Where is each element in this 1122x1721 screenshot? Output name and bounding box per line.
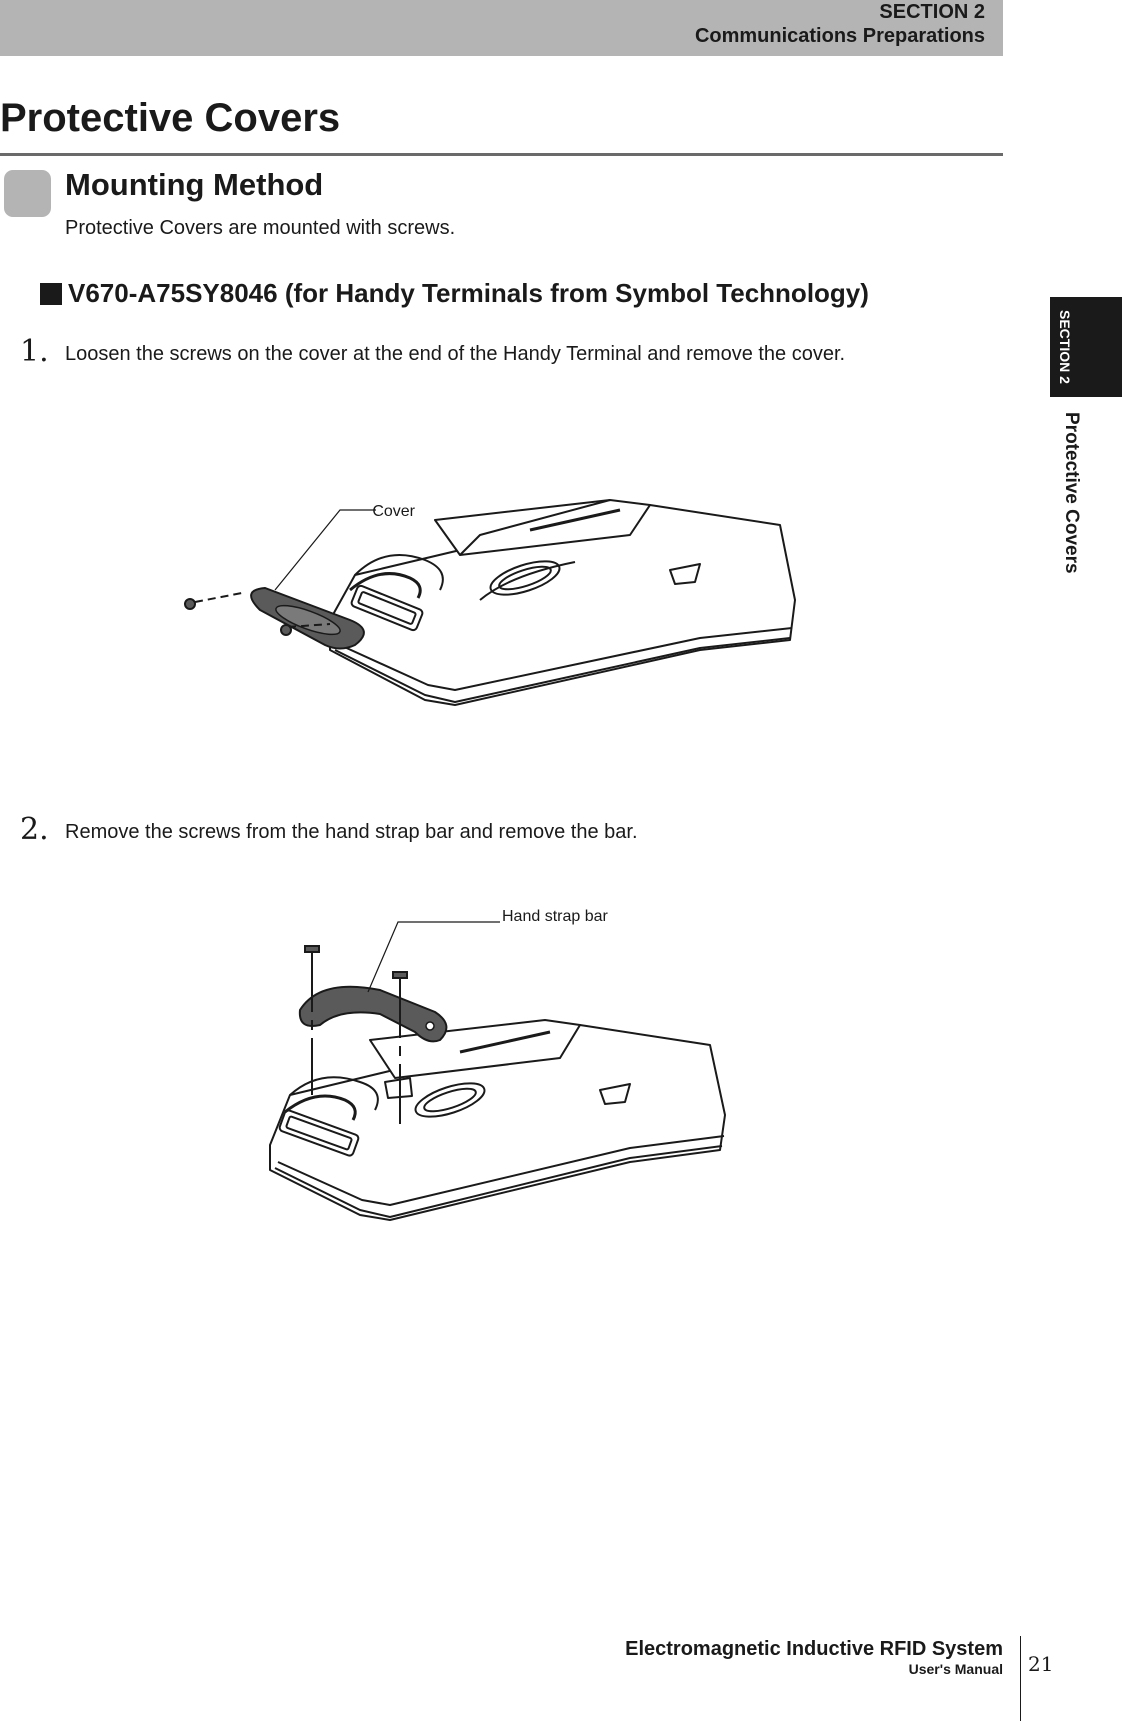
step-1-text: Loosen the screws on the cover at the end of the Handy Terminal and remove the cover. xyxy=(65,343,846,365)
footer-divider xyxy=(1020,1636,1021,1721)
strap-callout-label: Hand strap bar xyxy=(502,908,608,925)
side-tab-section-text: SECTION 2 xyxy=(1057,310,1073,384)
hand-strap-bar-part xyxy=(300,987,447,1042)
header-chapter: Communications Preparations xyxy=(694,25,985,47)
section-marker-icon xyxy=(4,170,51,217)
header-band xyxy=(0,0,1003,56)
side-tab-title-text: Protective Covers xyxy=(1061,412,1082,574)
model-heading-text: V670-A75SY8046 (for Handy Terminals from Symbol Technology) xyxy=(68,278,869,308)
intro-text: Protective Covers are mounted with screws. xyxy=(65,217,456,239)
step-2-number: 2. xyxy=(20,812,49,847)
model-heading xyxy=(40,278,869,309)
title-divider xyxy=(0,153,1003,156)
strap-leader-line xyxy=(368,922,500,992)
hand-strap-bar-removal-illustration xyxy=(250,900,750,1240)
side-tab-section xyxy=(1050,297,1080,397)
step-1-number: 1. xyxy=(20,334,49,369)
page-number: 21 xyxy=(1028,1652,1054,1676)
cover-callout-label: Cover xyxy=(372,503,415,520)
running-header xyxy=(695,0,985,48)
side-tab-title xyxy=(1056,412,1086,592)
step-2-text: Remove the screws from the hand strap bar and remove the bar. xyxy=(65,821,638,843)
footer-title: Electromagnetic Inductive RFID System xyxy=(625,1638,1003,1660)
footer-subtitle: User's Manual xyxy=(908,1661,1003,1677)
header-section: SECTION 2 xyxy=(879,1,985,23)
page-title: Protective Covers xyxy=(0,96,341,140)
cover-removal-illustration xyxy=(180,480,820,740)
section-heading: Mounting Method xyxy=(65,167,324,202)
square-bullet-icon xyxy=(40,283,62,305)
